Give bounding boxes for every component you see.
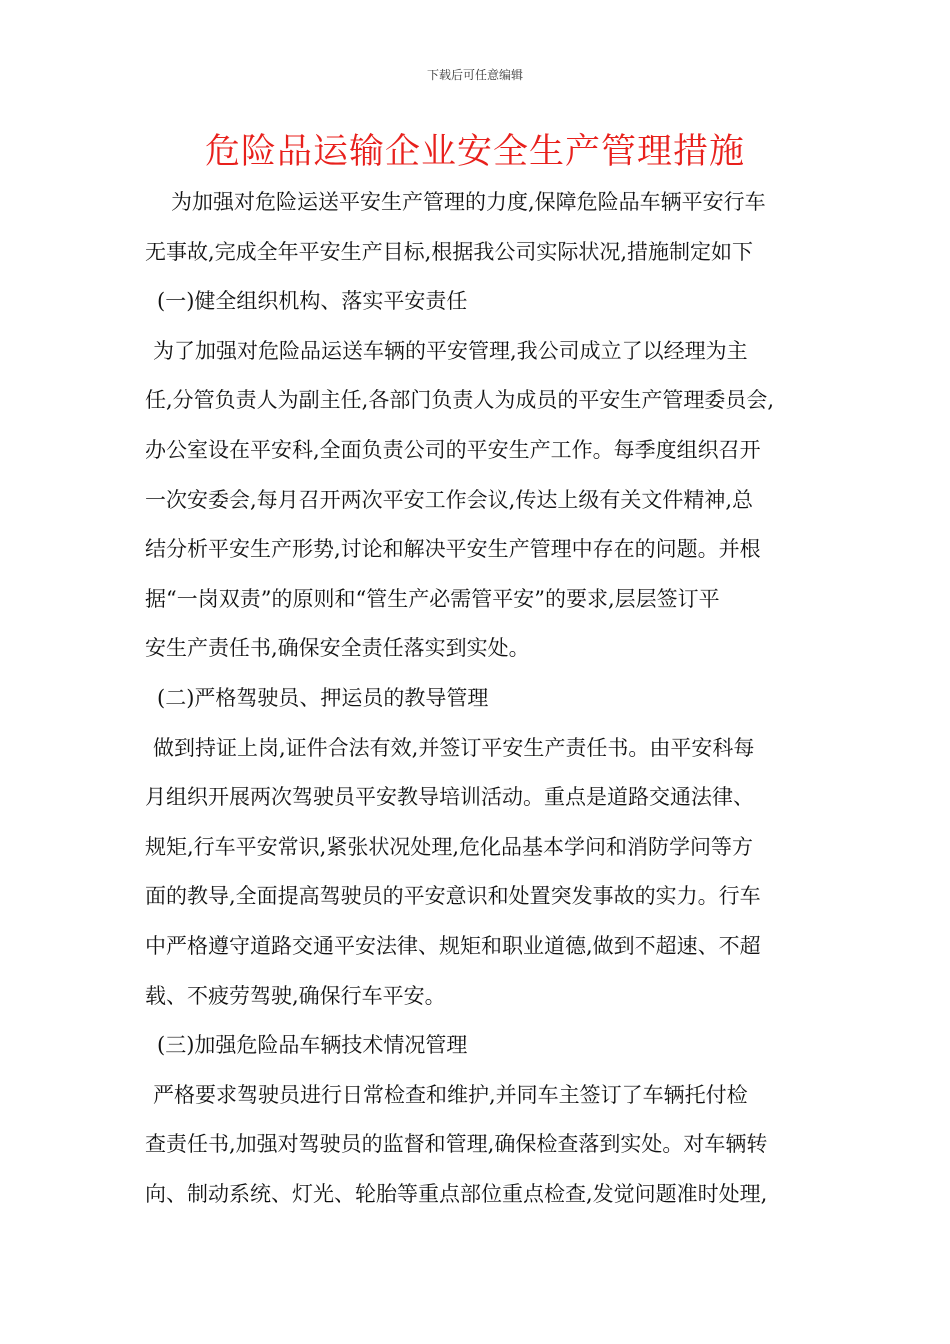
paragraph-3-line-3: 向、制动系统、灯光、轮胎等重点部位重点检查,发觉问题准时处理, xyxy=(145,1181,768,1206)
paragraph-2-line-2: 月组织开展两次驾驶员平安教导培训活动。重点是道路交通法律、 xyxy=(145,785,754,810)
paragraph-2-line-6: 载、不疲劳驾驶,确保行车平安。 xyxy=(145,983,446,1008)
header-note: 下载后可任意编辑 xyxy=(426,68,523,82)
paragraph-1-line-1: 为了加强对危险品运送车辆的平安管理,我公司成立了以经理为主 xyxy=(153,338,748,363)
paragraph-1-line-7: 安生产责任书,确保安全责任落实到实处。 xyxy=(145,636,530,661)
paragraph-2-line-1: 做到持证上岗,证件合法有效,并签订平安生产责任书。由平安科每 xyxy=(153,735,755,760)
section-heading-1: (一)健全组织机构、落实平安责任 xyxy=(157,289,468,314)
paragraph-intro-line-2: 无事故,完成全年平安生产目标,根据我公司实际状况,措施制定如下 xyxy=(145,239,754,264)
document-body xyxy=(145,178,810,1219)
paragraph-1-line-6: 据“一岗双责”的原则和“管生产必需管平安”的要求,层层签订平 xyxy=(145,586,720,611)
paragraph-1-line-2: 任,分管负责人为副主任,各部门负责人为成员的平安生产管理委员会, xyxy=(145,388,775,413)
paragraph-2-line-4: 面的教导,全面提高驾驶员的平安意识和处置突发事故的实力。行车 xyxy=(145,884,761,909)
paragraph-3-line-1: 严格要求驾驶员进行日常检查和维护,并同车主签订了车辆托付检 xyxy=(153,1082,748,1107)
document-title: 危险品运输企业安全生产管理措施 xyxy=(204,132,745,172)
paragraph-3-line-2: 查责任书,加强对驾驶员的监督和管理,确保检查落到实处。对车辆转 xyxy=(145,1132,768,1157)
paragraph-1-line-4: 一次安委会,每月召开两次平安工作会议,传达上级有关文件精神,总 xyxy=(145,487,754,512)
section-heading-2: (二)严格驾驶员、押运员的教导管理 xyxy=(157,685,489,710)
paragraph-1-line-5: 结分析平安生产形势,讨论和解决平安生产管理中存在的问题。并根 xyxy=(145,537,761,562)
paragraph-2-line-5: 中严格遵守道路交通平安法律、规矩和职业道德,做到不超速、不超 xyxy=(145,933,761,958)
paragraph-1-line-3: 办公室设在平安科,全面负责公司的平安生产工作。每季度组织召开 xyxy=(145,437,761,462)
paragraph-intro-line-1: 为加强对危险运送平安生产管理的力度,保障危险品车辆平安行车 xyxy=(171,190,766,214)
paragraph-2-line-3: 规矩,行车平安常识,紧张状况处理,危化品基本学问和消防学问等方 xyxy=(145,834,754,859)
section-heading-3: (三)加强危险品车辆技术情况管理 xyxy=(157,1033,468,1058)
